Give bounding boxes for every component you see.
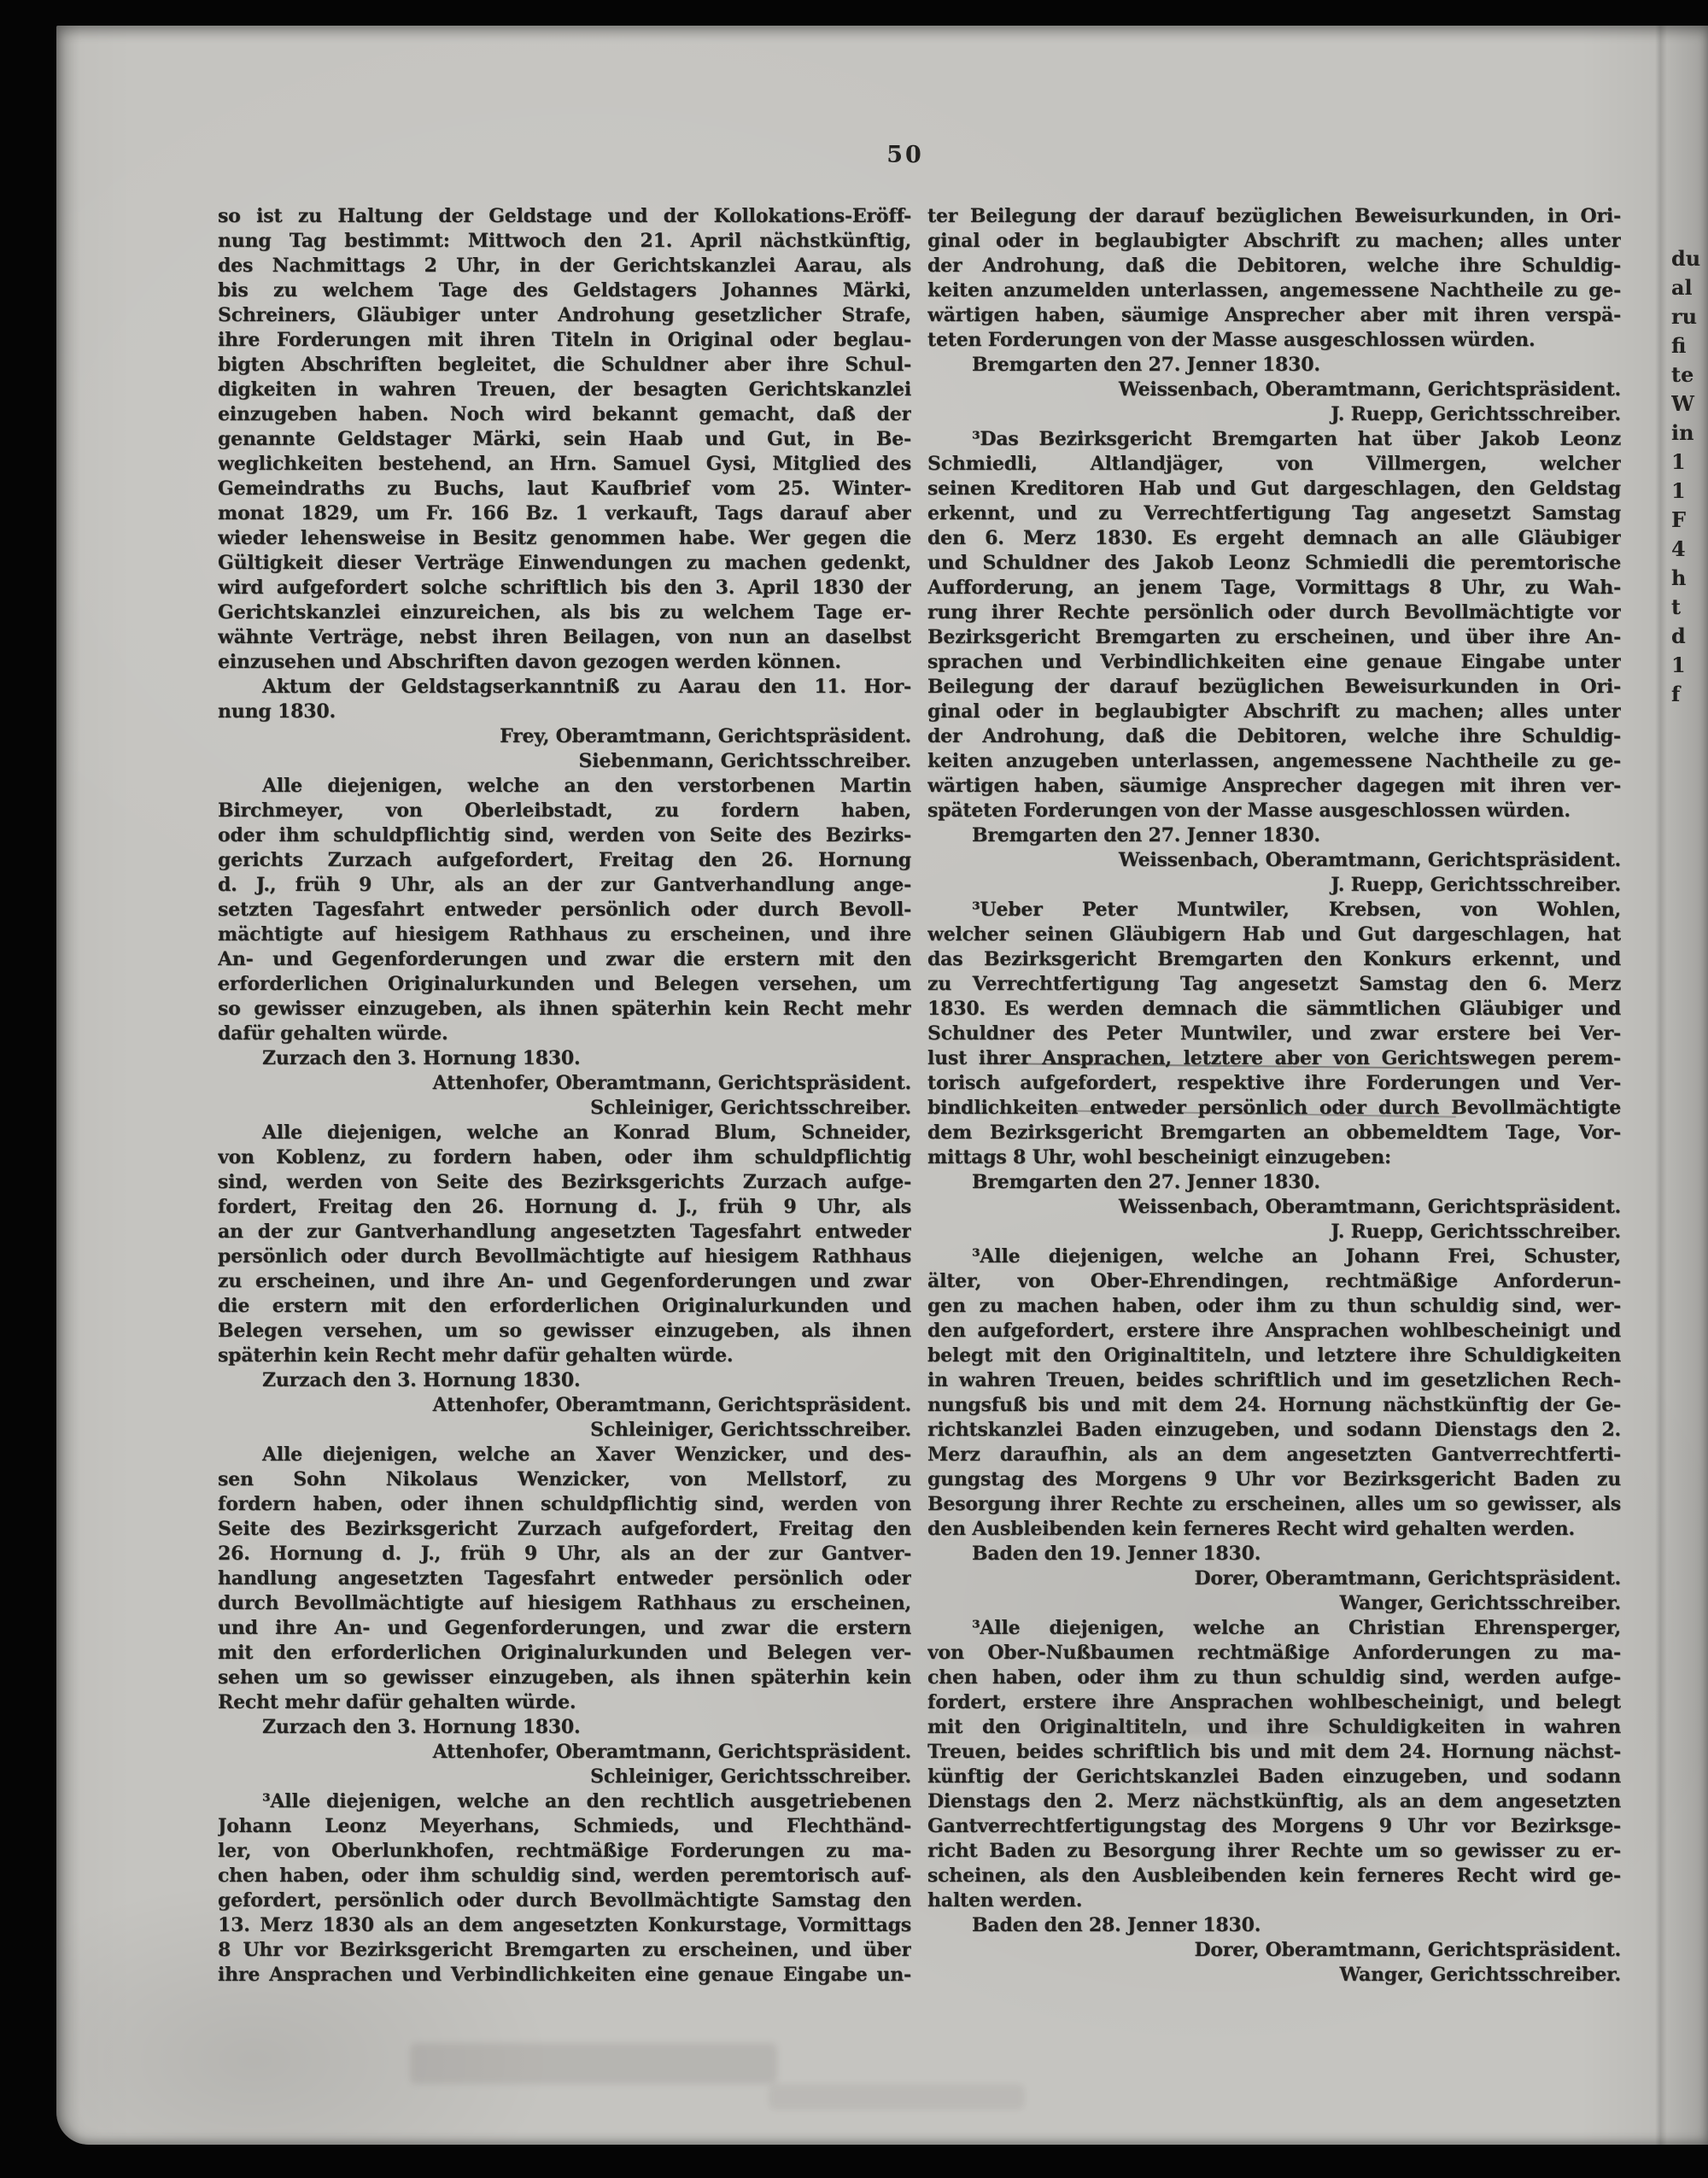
text-line: ginal oder in beglaubigter Abschrift zu machen; alles unter: [927, 230, 1621, 252]
page-number: 50: [886, 142, 924, 168]
text-line: Bremgarten den 27. Jenner 1830.: [972, 824, 1320, 846]
fragment-line: te: [1671, 362, 1694, 387]
text-line: Attenhofer, Oberamtmann, Gerichtspräsident.: [432, 1394, 911, 1416]
text-line: nungsfuß bis und mit dem 24. Hornung nächstkünftig der Ge-: [927, 1394, 1621, 1416]
text-line: Siebenmann, Gerichtsschreiber.: [578, 750, 911, 772]
text-line: scheinen, als den Ausbleibenden kein ferneres Recht wird ge-: [927, 1865, 1621, 1887]
text-line: den Ausbleibenden kein ferneres Recht wird gehalten werden.: [927, 1518, 1575, 1540]
text-line: bindlichkeiten entweder persönlich oder durch Bevollmächtigte: [927, 1097, 1621, 1119]
fragment-line: F: [1671, 507, 1687, 532]
text-line: d. J., früh 9 Uhr, als an der zur Gantverhandlung ange-: [218, 874, 911, 896]
text-line: ³Alle diejenigen, welche an den rechtlich ausgetriebenen: [262, 1790, 911, 1812]
text-line: Dorer, Oberamtmann, Gerichtspräsident.: [1194, 1567, 1621, 1590]
text-line: keiten anzumelden unterlassen, angemessene Nachtheile zu ge-: [927, 279, 1621, 302]
text-line: Beilegung der darauf bezüglichen Beweisurkunden in Ori-: [927, 676, 1621, 698]
text-line: 13. Merz 1830 als an dem angesetzten Konkurstage, Vormittags: [218, 1914, 911, 1936]
text-line: Dienstags den 2. Merz nächstkünftig, als an dem angesetzten: [927, 1790, 1621, 1812]
text-line: zu Verrechtfertigung Tag angesetzt Samstag den 6. Merz: [927, 973, 1621, 995]
text-line: rung ihrer Rechte persönlich oder durch Bevollmächtigte vor: [927, 601, 1621, 624]
text-line: sehen um so gewisser einzugeben, als ihnen späterhin kein: [218, 1666, 911, 1689]
adjacent-page-text-fragments: [1671, 244, 1708, 709]
fragment-line: t: [1671, 594, 1682, 619]
text-line: wähnte Verträge, nebst ihren Beilagen, von nun an daselbst: [218, 626, 911, 648]
text-line: Treuen, beides schriftlich bis und mit dem 24. Hornung nächst-: [927, 1741, 1621, 1763]
text-line: ihre Forderungen mit ihren Titeln in Original oder beglau-: [218, 329, 911, 351]
text-line: späteten Forderungen von der Masse ausgeschlossen würden.: [927, 799, 1571, 822]
text-line: chen haben, oder ihm zu thun schuldig sind, werden aufge-: [927, 1666, 1621, 1689]
text-line: Baden den 28. Jenner 1830.: [972, 1914, 1261, 1936]
fragment-line: 1: [1671, 449, 1686, 474]
text-line: digkeiten in wahren Treuen, der besagten Gerichtskanzlei: [218, 378, 911, 401]
text-line: Seite des Bezirksgericht Zurzach aufgefordert, Freitag den: [218, 1518, 911, 1540]
text-line: bis zu welchem Tage des Geldstagers Johannes Märki,: [218, 279, 911, 302]
text-line: späterhin kein Recht mehr dafür gehalten würde.: [218, 1344, 734, 1367]
text-line: Schleiniger, Gerichtsschreiber.: [590, 1419, 911, 1441]
text-line: fordert, Freitag den 26. Hornung d. J., früh 9 Uhr, als: [218, 1196, 911, 1218]
text-line: in wahren Treuen, beides schriftlich und im gesetzlichen Rech-: [927, 1369, 1621, 1391]
text-line: Birchmeyer, von Oberleibstadt, zu fordern haben,: [218, 799, 911, 822]
text-line: setzten Tagesfahrt entweder persönlich oder durch Bevoll-: [218, 899, 911, 921]
text-line: der Androhung, daß die Debitoren, welche ihre Schuldig-: [927, 255, 1621, 277]
text-line: teten Forderungen von der Masse ausgeschlossen würden.: [927, 329, 1535, 351]
text-line: Schleiniger, Gerichtsschreiber.: [590, 1765, 911, 1788]
text-line: fordern haben, oder ihnen schuldpflichtig sind, werden von: [218, 1493, 911, 1515]
text-line: ler, von Oberlunkhofen, rechtmäßige Forderungen zu ma-: [218, 1840, 911, 1862]
text-line: fordert, erstere ihre Ansprachen wohlbescheinigt, und belegt: [927, 1691, 1621, 1713]
text-line: des Nachmittags 2 Uhr, in der Gerichtskanzlei Aarau, als: [218, 255, 911, 277]
text-line: 1830. Es werden demnach die sämmtlichen Gläubiger und: [927, 998, 1621, 1020]
text-line: Attenhofer, Oberamtmann, Gerichtspräsident.: [432, 1741, 911, 1763]
text-line: genannte Geldstager Märki, sein Haab und Gut, in Be-: [218, 428, 911, 450]
text-line: Weissenbach, Oberamtmann, Gerichtspräsident.: [1118, 378, 1621, 401]
text-line: künftig der Gerichtskanzlei Baden einzugeben, und sodann: [927, 1765, 1621, 1788]
text-line: Johann Leonz Meyerhans, Schmieds, und Flechthänd-: [218, 1815, 911, 1837]
text-line: erforderlichen Originalurkunden und Belegen versehen, um: [218, 973, 911, 995]
text-line: 26. Hornung d. J., früh 9 Uhr, als an der zur Gantver-: [218, 1543, 911, 1565]
text-line: Schmiedli, Altlandjäger, von Villmergen, welcher: [927, 453, 1621, 475]
text-line: ihre Ansprachen und Verbindlichkeiten eine genaue Eingabe un-: [218, 1964, 911, 1986]
text-line: Schleiniger, Gerichtsschreiber.: [590, 1097, 911, 1119]
fragment-line: ru: [1671, 304, 1698, 329]
text-line: Dorer, Oberamtmann, Gerichtspräsident.: [1194, 1939, 1621, 1961]
text-line: ³Das Bezirksgericht Bremgarten hat über Jakob Leonz: [972, 428, 1621, 450]
text-line: mit den erforderlichen Originalurkunden und Belegen ver-: [218, 1642, 911, 1664]
text-line: Zurzach den 3. Hornung 1830.: [262, 1047, 581, 1069]
text-line: Gantverrechtfertigungstag des Morgens 9 Uhr vor Bezirksge-: [927, 1815, 1621, 1837]
text-line: Bremgarten den 27. Jenner 1830.: [972, 1171, 1320, 1193]
text-line: halten werden.: [927, 1889, 1083, 1912]
text-line: welcher seinen Gläubigern Hab und Gut dargeschlagen, hat: [927, 923, 1621, 946]
text-line: Schuldner des Peter Muntwiler, und zwar erstere bei Ver-: [927, 1022, 1621, 1045]
text-line: den 6. Merz 1830. Es ergeht demnach an alle Gläubiger: [927, 527, 1621, 549]
text-column-left: [218, 204, 911, 1988]
text-line: torisch aufgefordert, respektive ihre Forderungen und Ver-: [927, 1072, 1621, 1094]
text-line: so gewisser einzugeben, als ihnen späterhin kein Recht mehr: [218, 998, 911, 1020]
fragment-line: 1: [1671, 653, 1686, 677]
text-line: Gerichtskanzlei einzureichen, als bis zu welchem Tage er-: [218, 601, 911, 624]
text-line: die erstern mit den erforderlichen Originalurkunden und: [218, 1295, 911, 1317]
text-line: Alle diejenigen, welche an Xaver Wenzicker, und des-: [262, 1443, 911, 1466]
text-line: Weissenbach, Oberamtmann, Gerichtspräsident.: [1118, 849, 1621, 871]
text-line: Bremgarten den 27. Jenner 1830.: [972, 354, 1320, 376]
text-line: nung Tag bestimmt: Mittwoch den 21. April nächstkünftig,: [218, 230, 911, 252]
text-line: chen haben, oder ihm schuldig sind, werden peremtorisch auf-: [218, 1865, 911, 1887]
text-line: An- und Gegenforderungen und zwar die erstern mit den: [218, 948, 911, 970]
text-line: Alle diejenigen, welche an Konrad Blum, Schneider,: [262, 1121, 911, 1144]
text-line: J. Ruepp, Gerichtsschreiber.: [1331, 1221, 1621, 1243]
text-line: dem Bezirksgericht Bremgarten an obbemeldtem Tage, Vor-: [927, 1121, 1621, 1144]
text-line: richt Baden zu Besorgung ihrer Rechte um so gewisser zu er-: [927, 1840, 1621, 1862]
text-line: und Schuldner des Jakob Leonz Schmiedli die peremtorische: [927, 552, 1621, 574]
text-line: gefordert, persönlich oder durch Bevollmächtigte Samstag den: [218, 1889, 911, 1912]
text-line: Gültigkeit dieser Verträge Einwendungen zu machen gedenkt,: [218, 552, 911, 574]
fragment-line: 4: [1671, 536, 1686, 561]
ink-showthrough: [410, 2043, 777, 2084]
text-line: belegt mit den Originaltiteln, und letztere ihre Schuldigkeiten: [927, 1344, 1621, 1367]
fragment-line: h: [1671, 565, 1687, 590]
text-line: einzugeben haben. Noch wird bekannt gemacht, daß der: [218, 403, 911, 425]
text-line: durch Bevollmächtigte auf hiesigem Rathhaus zu erscheinen,: [218, 1592, 911, 1614]
fragment-line: du: [1671, 246, 1701, 271]
text-line: dafür gehalten würde.: [218, 1022, 448, 1045]
text-line: monat 1829, um Fr. 166 Bz. 1 verkauft, Tags darauf aber: [218, 502, 911, 524]
text-line: Gemeindraths zu Buchs, laut Kaufbrief vom 25. Winter-: [218, 477, 911, 500]
text-line: oder ihm schuldpflichtig sind, werden von Seite des Bezirks-: [218, 824, 911, 846]
text-line: ³Alle diejenigen, welche an Christian Ehrensperger,: [972, 1617, 1621, 1639]
text-line: Bezirksgericht Bremgarten zu erscheinen, und über ihre An-: [927, 626, 1621, 648]
text-line: mächtigte auf hiesigem Rathhaus zu erscheinen, und ihre: [218, 923, 911, 946]
text-line: Schreiners, Gläubiger unter Androhung gesetzlicher Strafe,: [218, 304, 911, 326]
text-line: J. Ruepp, Gerichtsschreiber.: [1331, 403, 1621, 425]
text-line: nung 1830.: [218, 700, 336, 723]
fragment-line: d: [1671, 624, 1686, 648]
text-line: gen zu machen haben, oder ihm zu thun schuldig sind, wer-: [927, 1295, 1621, 1317]
text-line: ³Ueber Peter Muntwiler, Krebsen, von Wohlen,: [972, 899, 1621, 921]
text-line: wird aufgefordert solche schriftlich bis den 3. April 1830 der: [218, 577, 911, 599]
text-line: Frey, Oberamtmann, Gerichtspräsident.: [500, 725, 911, 747]
text-line: wärtigen haben, säumige Ansprecher aber mit ihren verspä-: [927, 304, 1621, 326]
text-line: gungstag des Morgens 9 Uhr vor Bezirksgericht Baden zu: [927, 1468, 1621, 1490]
text-line: mittags 8 Uhr, wohl bescheinigt einzugeben:: [927, 1146, 1391, 1168]
text-line: der Androhung, daß die Debitoren, welche ihre Schuldig-: [927, 725, 1621, 747]
text-line: richtskanzlei Baden einzugeben, und sodann Dienstags den 2.: [927, 1419, 1621, 1441]
text-line: keiten anzugeben unterlassen, angemessene Nachtheile zu ge-: [927, 750, 1621, 772]
text-line: das Bezirksgericht Bremgarten den Konkurs erkennt, und: [927, 948, 1621, 970]
text-line: Zurzach den 3. Hornung 1830.: [262, 1369, 581, 1391]
text-line: weglichkeiten bestehend, an Hrn. Samuel Gysi, Mitglied des: [218, 453, 911, 475]
text-line: an der zur Gantverhandlung angesetzten Tagesfahrt entweder: [218, 1221, 911, 1243]
text-line: ginal oder in beglaubigter Abschrift zu machen; alles unter: [927, 700, 1621, 723]
text-line: Merz daraufhin, als an dem angesetzten Gantverrechtferti-: [927, 1443, 1621, 1466]
fragment-line: in: [1671, 420, 1694, 445]
text-line: Attenhofer, Oberamtmann, Gerichtspräsident.: [432, 1072, 911, 1094]
text-line: Wanger, Gerichtsschreiber.: [1339, 1964, 1621, 1986]
text-line: Recht mehr dafür gehalten würde.: [218, 1691, 576, 1713]
text-line: älter, von Ober-Ehrendingen, rechtmäßige Anforderun-: [927, 1270, 1621, 1292]
text-line: ter Beilegung der darauf bezüglichen Beweisurkunden, in Ori-: [927, 205, 1621, 227]
text-line: seinen Kreditoren Hab und Gut dargeschlagen, den Geldstag: [927, 477, 1621, 500]
text-line: zu erscheinen, und ihre An- und Gegenforderungen und zwar: [218, 1270, 911, 1292]
text-line: ³Alle diejenigen, welche an Johann Frei, Schuster,: [972, 1245, 1621, 1268]
fragment-line: f: [1671, 682, 1681, 706]
text-line: einzusehen und Abschriften davon gezogen werden können.: [218, 651, 841, 673]
text-line: Wanger, Gerichtsschreiber.: [1339, 1592, 1621, 1614]
text-line: sind, werden von Seite des Bezirksgerichts Zurzach aufge-: [218, 1171, 911, 1193]
text-line: von Koblenz, zu fordern haben, oder ihm schuldpflichtig: [218, 1146, 911, 1168]
text-line: sprachen und Verbindlichkeiten eine genaue Eingabe unter: [927, 651, 1621, 673]
text-line: 8 Uhr vor Bezirksgericht Bremgarten zu erscheinen, und über: [218, 1939, 911, 1961]
text-line: so ist zu Haltung der Geldstage und der Kollokations-Eröff-: [218, 205, 911, 227]
fragment-line: fi: [1671, 333, 1687, 358]
text-line: Aktum der Geldstagserkanntniß zu Aarau den 11. Hor-: [262, 676, 911, 698]
text-line: Alle diejenigen, welche an den verstorbenen Martin: [262, 775, 911, 797]
text-line: von Ober-Nußbaumen rechtmäßige Anforderungen zu ma-: [927, 1642, 1621, 1664]
page-fold-crease: [1655, 26, 1667, 2145]
fragment-line: 1: [1671, 478, 1686, 503]
text-line: lust ihrer Ansprachen, letztere aber von Gerichtswegen perem-: [927, 1047, 1621, 1069]
text-line: sen Sohn Nikolaus Wenzicker, von Mellstorf, zu: [218, 1468, 911, 1490]
text-line: bigten Abschriften begleitet, die Schuldner aber ihre Schul-: [218, 354, 911, 376]
text-line: gerichts Zurzach aufgefordert, Freitag den 26. Hornung: [218, 849, 911, 871]
text-line: Besorgung ihrer Rechte zu erscheinen, alles um so gewisser, als: [927, 1493, 1621, 1515]
text-line: und ihre An- und Gegenforderungen, und zwar die erstern: [218, 1617, 911, 1639]
text-line: den aufgefordert, erstere ihre Ansprachen wohlbescheinigt und: [927, 1320, 1621, 1342]
text-line: J. Ruepp, Gerichtsschreiber.: [1331, 874, 1621, 896]
text-line: Belegen versehen, um so gewisser einzugeben, als ihnen: [218, 1320, 911, 1342]
text-line: Weissenbach, Oberamtmann, Gerichtspräsident.: [1118, 1196, 1621, 1218]
text-line: wärtigen haben, säumige Ansprecher dagegen mit ihren ver-: [927, 775, 1621, 797]
ink-showthrough: [769, 2084, 1025, 2110]
text-line: Zurzach den 3. Hornung 1830.: [262, 1716, 581, 1738]
text-line: mit den Originaltiteln, und ihre Schuldigkeiten in wahren: [927, 1716, 1621, 1738]
text-line: Baden den 19. Jenner 1830.: [972, 1543, 1261, 1565]
text-line: persönlich oder durch Bevollmächtigte auf hiesigem Rathhaus: [218, 1245, 911, 1268]
text-line: erkennt, und zu Verrechtfertigung Tag angesetzt Samstag: [927, 502, 1621, 524]
text-line: Aufforderung, an jenem Tage, Vormittags 8 Uhr, zu Wah-: [927, 577, 1621, 599]
fragment-line: al: [1671, 275, 1693, 300]
fragment-line: W: [1671, 391, 1694, 416]
text-line: wieder lehensweise in Besitz genommen habe. Wer gegen die: [218, 527, 911, 549]
text-line: handlung angesetzten Tagesfahrt entweder persönlich oder: [218, 1567, 911, 1590]
ink-showthrough: [1042, 1701, 1486, 1736]
